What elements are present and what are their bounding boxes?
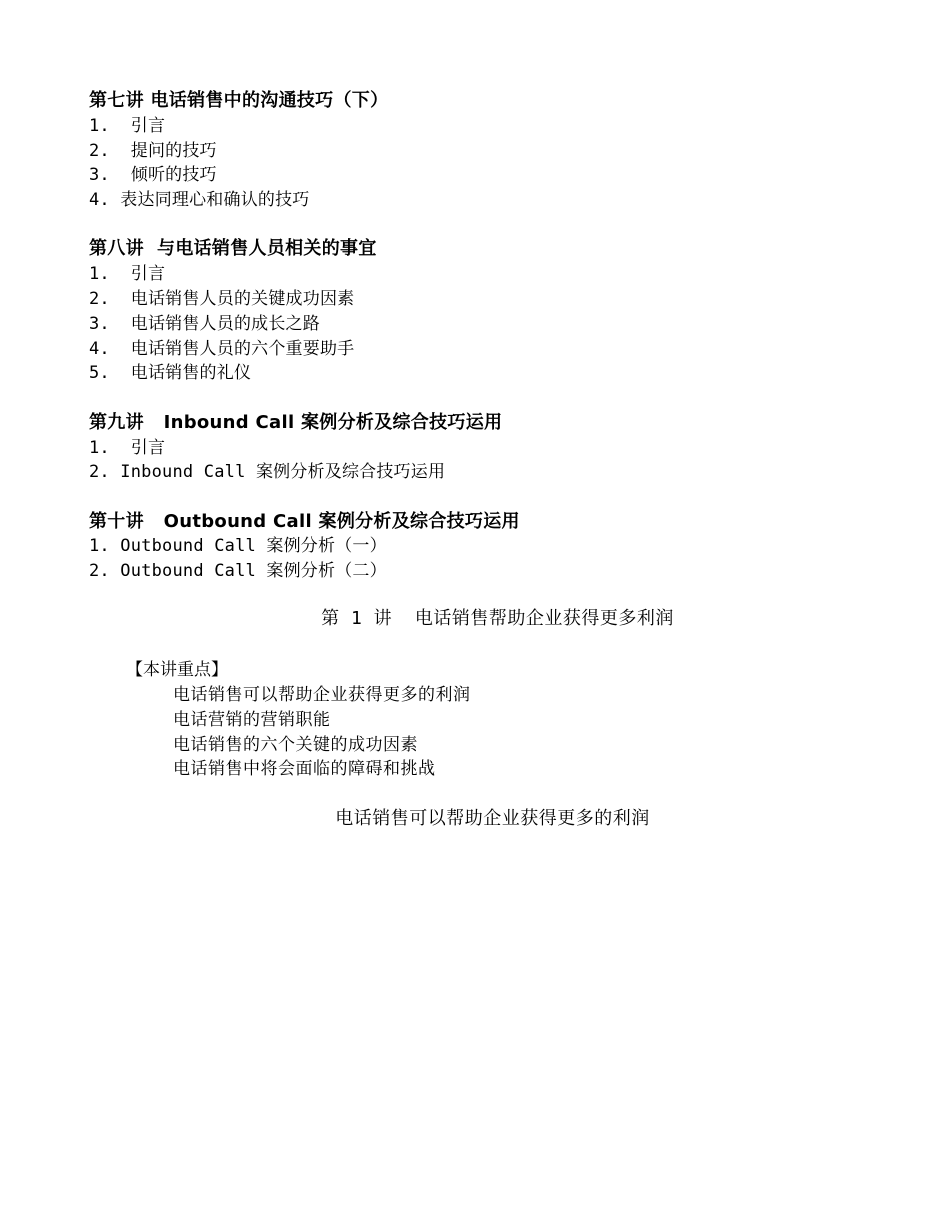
lecture-heading: 第 1 讲 电话销售帮助企业获得更多利润 [321, 608, 674, 629]
key-point-item: 电话营销的营销职能 [173, 709, 331, 730]
key-point-item: 电话销售中将会面临的障碍和挑战 [173, 759, 436, 780]
key-point-item: 电话销售可以帮助企业获得更多的利润 [173, 685, 471, 705]
list-item: 1. 引言 [89, 115, 166, 136]
key-points-block [126, 658, 826, 782]
toc-section-9 [89, 411, 869, 485]
list-item: 2. Inbound Call 案例分析及综合技巧运用 [89, 462, 446, 483]
section-title: 第九讲 Inbound Call 案例分析及综合技巧运用 [89, 411, 503, 433]
table-of-contents [89, 89, 869, 609]
list-item: 2. Outbound Call 案例分析（二） [89, 561, 387, 582]
toc-section-7 [89, 89, 869, 213]
section-title: 第七讲 电话销售中的沟通技巧（下） [89, 90, 389, 111]
list-item: 1. Outbound Call 案例分析（一） [89, 536, 387, 557]
list-item: 2. 电话销售人员的关键成功因素 [89, 289, 355, 310]
list-item: 5. 电话销售的礼仪 [89, 363, 252, 384]
section-title: 第十讲 Outbound Call 案例分析及综合技巧运用 [89, 510, 520, 532]
sub-heading: 电话销售可以帮助企业获得更多的利润 [335, 808, 650, 829]
list-item: 4. 表达同理心和确认的技巧 [89, 190, 310, 211]
toc-section-10 [89, 510, 869, 584]
toc-section-8 [89, 237, 869, 386]
list-item: 3. 倾听的技巧 [89, 165, 217, 186]
section-title: 第八讲 与电话销售人员相关的事宜 [89, 238, 377, 260]
key-points-title: 【本讲重点】 [126, 660, 228, 680]
key-points-list [126, 683, 826, 782]
list-item: 1. 引言 [89, 264, 166, 285]
list-item: 4. 电话销售人员的六个重要助手 [89, 338, 355, 359]
list-item: 1. 引言 [89, 437, 166, 458]
key-point-item: 电话销售的六个关键的成功因素 [173, 734, 418, 755]
list-item: 3. 电话销售人员的成长之路 [89, 313, 320, 334]
list-item: 2. 提问的技巧 [89, 140, 217, 161]
